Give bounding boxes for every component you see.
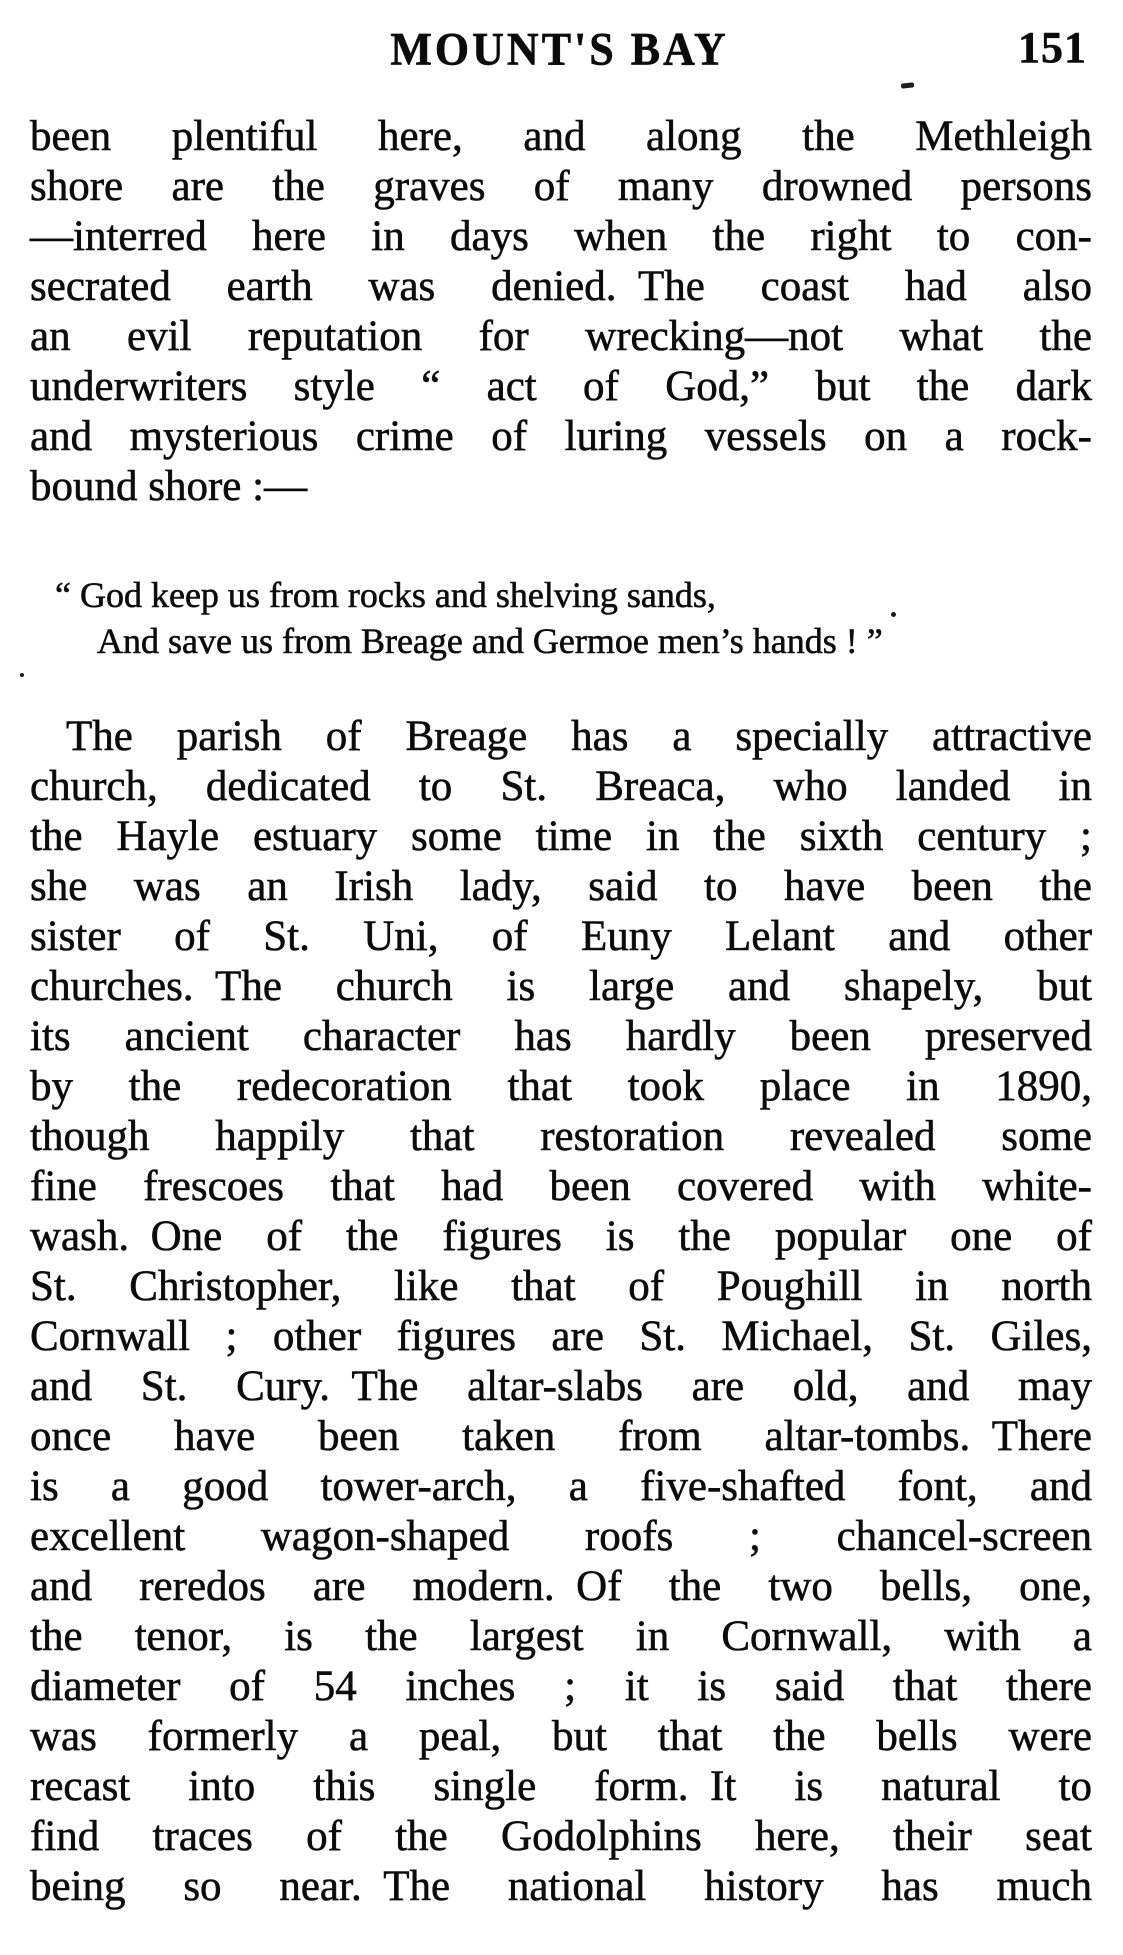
text-line: churches. The church is large and shapely, but xyxy=(30,963,1092,1010)
text-line: diameter of 54 inches ; it is said that there xyxy=(30,1663,1092,1710)
text-line: been plentiful here, and along the Methleigh xyxy=(30,113,1092,160)
page-header xyxy=(30,22,1089,74)
text-line: sister of St. Uni, of Euny Lelant and other xyxy=(30,913,1092,960)
text-line: St. Christopher, like that of Poughill in north xyxy=(30,1263,1092,1310)
text-line: the Hayle estuary some time in the sixth century ; xyxy=(30,813,1092,860)
text-line: bound shore :— xyxy=(30,463,308,510)
text-line: underwriters style “ act of God,” but the dark xyxy=(30,363,1092,410)
text-line: was formerly a peal, but that the bells were xyxy=(30,1713,1092,1760)
text-line: —interred here in days when the right to con- xyxy=(30,213,1092,260)
text-line: and mysterious crime of luring vessels on a rock- xyxy=(30,413,1092,460)
text-line: excellent wagon-shaped roofs ; chancel-screen xyxy=(30,1513,1092,1560)
ink-speck xyxy=(20,673,24,677)
ink-speck xyxy=(901,82,914,88)
text-line: shore are the graves of many drowned persons xyxy=(30,163,1092,210)
text-line: its ancient character has hardly been preserved xyxy=(30,1013,1092,1060)
text-line: the tenor, is the largest in Cornwall, with a xyxy=(30,1613,1092,1660)
text-line: wash. One of the figures is the popular one of xyxy=(30,1213,1092,1260)
running-title: MOUNT'S BAY xyxy=(390,23,729,76)
text-line: fine frescoes that had been covered with white- xyxy=(30,1163,1092,1210)
text-line: being so near. The national history has much xyxy=(30,1863,1092,1910)
text-line: Cornwall ; other figures are St. Michael, St. Giles, xyxy=(30,1313,1092,1360)
text-line: by the redecoration that took place in 1890, xyxy=(30,1063,1092,1110)
text-line: once have been taken from altar-tombs. There xyxy=(30,1413,1092,1460)
page-number: 151 xyxy=(1018,23,1087,72)
text-line: and St. Cury. The altar-slabs are old, and may xyxy=(30,1363,1092,1410)
text-line: recast into this single form. It is natural to xyxy=(30,1763,1092,1810)
text-line: And save us from Breage and Germoe men’s hands ! ” xyxy=(97,621,883,661)
paragraph-continued-from-previous-page xyxy=(30,112,1092,512)
text-line: secrated earth was denied. The coast had also xyxy=(30,263,1092,310)
verse-quotation xyxy=(55,572,883,664)
text-line: is a good tower-arch, a five-shafted font, and xyxy=(30,1463,1092,1510)
text-line: an evil reputation for wrecking—not what the xyxy=(30,313,1092,360)
paragraph-breage-parish xyxy=(30,712,1092,1912)
text-line: church, dedicated to St. Breaca, who landed in xyxy=(30,763,1092,810)
text-line: find traces of the Godolphins here, their seat xyxy=(30,1813,1092,1860)
text-line: The parish of Breage has a specially attractive xyxy=(66,713,1092,760)
ink-speck xyxy=(891,612,896,617)
text-line: though happily that restoration revealed some xyxy=(30,1113,1092,1160)
text-line: “ God keep us from rocks and shelving sands, xyxy=(55,575,716,615)
text-line: she was an Irish lady, said to have been the xyxy=(30,863,1092,910)
text-line: and reredos are modern. Of the two bells, one, xyxy=(30,1563,1092,1610)
